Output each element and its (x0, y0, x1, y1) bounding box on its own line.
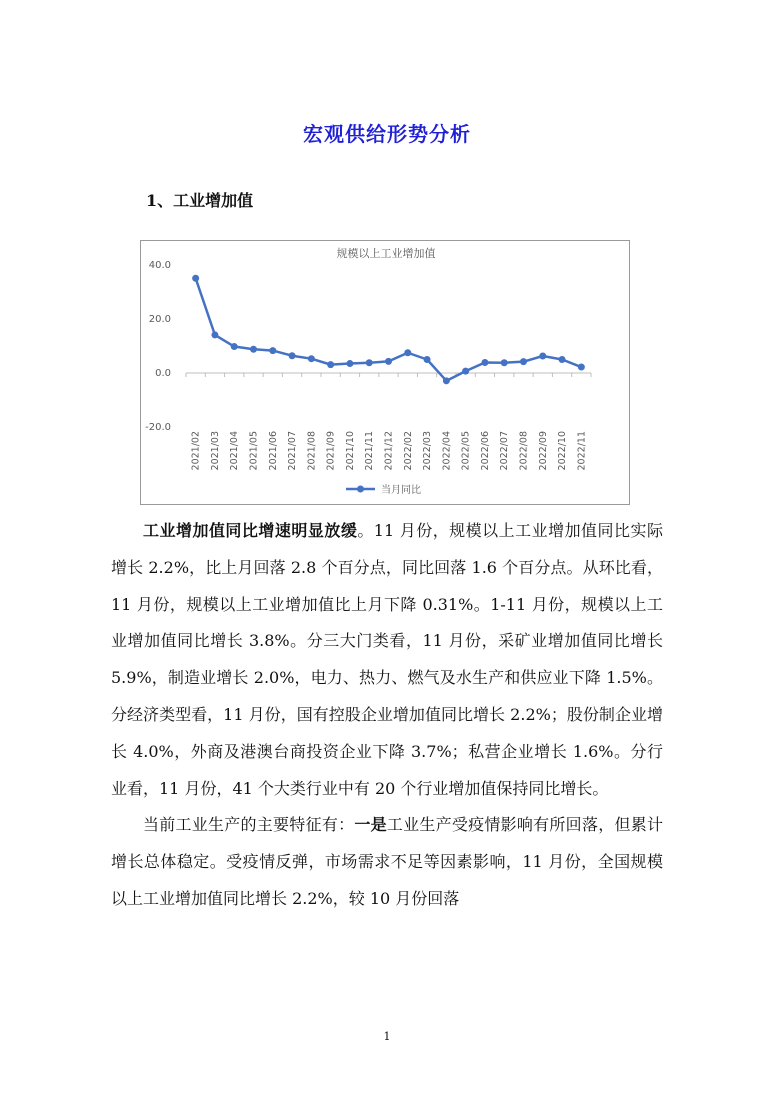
x-tick-label: 2022/11 (576, 431, 588, 471)
data-point (578, 364, 585, 371)
data-point (501, 359, 508, 366)
paragraph-1-lead: 工业增加值同比增速明显放缓 (143, 521, 358, 540)
line-chart (140, 240, 630, 505)
data-point (327, 361, 334, 368)
y-tick-label: -20.0 (145, 422, 171, 433)
section-heading: 1、工业增加值 (146, 191, 254, 210)
x-tick-label: 2021/03 (209, 431, 221, 471)
series-line (196, 278, 582, 381)
paragraph-1-body: 。11 月份，规模以上工业增加值同比实际增长 2.2%，比上月回落 2.8 个百分点，同比回落 1.6 个百分点。从环比看，11 月份，规模以上工业增加值比上月下降 0.31%。1-11 月份，规模以上工业增加值同比增长 3.8%。分三大门类看，11 月份，采矿业增加值同比增长 5.9%，制造业增长 2.0%，电力、热力、燃气及水生产和供应业下降 1.5%。分经济类型看，11 月份，国有控股企业增加值同比增长 2.2%；股份制企业增长 4.0%，外商及港澳台商投资企业下降 3.7%；私营企业增长 1.6%。分行业看，11 月份，41 个大类行业中有 20 个行业增加值保持同比增长。 (111, 521, 663, 798)
x-tick-label: 2021/02 (190, 431, 202, 471)
x-tick-label: 2022/02 (402, 431, 414, 471)
y-tick-label: 0.0 (155, 368, 171, 379)
data-point (443, 377, 450, 384)
data-point (231, 343, 238, 350)
paragraph-2 (111, 807, 663, 917)
data-point (462, 368, 469, 375)
data-point (481, 359, 488, 366)
paragraph-2-bold: 一是 (354, 815, 387, 835)
y-tick-label: 20.0 (148, 314, 171, 325)
chart-svg (141, 241, 631, 506)
paragraph-2-start: 当前工业生产的主要特征有： (143, 815, 355, 835)
legend-label: 当月同比 (381, 485, 421, 496)
chart-title: 规模以上工业增加值 (336, 247, 436, 260)
data-point (269, 347, 276, 354)
data-point (539, 352, 546, 359)
x-tick-label: 2022/08 (518, 431, 530, 471)
data-point (250, 346, 257, 353)
x-tick-label: 2021/12 (383, 431, 395, 471)
x-tick-label: 2021/05 (248, 431, 260, 471)
x-tick-label: 2022/04 (441, 431, 453, 471)
x-tick-label: 2022/07 (499, 431, 511, 471)
data-point (424, 356, 431, 363)
chart-legend (346, 483, 421, 496)
x-tick-label: 2022/10 (557, 431, 569, 471)
data-point (385, 358, 392, 365)
x-tick-label: 2022/06 (479, 431, 491, 471)
x-tick-label: 2021/11 (364, 431, 376, 471)
data-point (308, 355, 315, 362)
data-point (346, 360, 353, 367)
page-title: 宏观供给形势分析 (303, 122, 471, 146)
data-point (559, 356, 566, 363)
data-point (289, 352, 296, 359)
paragraph-2-body: 工业生产受疫情影响有所回落，但累计增长总体稳定。受疫情反弹，市场需求不足等因素影响，11 月份，全国规模以上工业增加值同比增长 2.2%，较 10 月份回落 (111, 815, 663, 908)
page-number: 1 (383, 1030, 391, 1043)
paragraph-1 (111, 513, 663, 807)
data-point (404, 349, 411, 356)
x-tick-label: 2022/03 (422, 431, 434, 471)
x-tick-label: 2021/07 (287, 431, 299, 471)
data-point (211, 331, 218, 338)
x-tick-label: 2022/05 (460, 431, 472, 471)
data-point (192, 275, 199, 282)
x-tick-label: 2021/08 (306, 431, 318, 471)
x-tick-label: 2021/09 (325, 431, 337, 471)
y-tick-label: 40.0 (148, 260, 171, 271)
x-tick-label: 2021/04 (229, 431, 241, 471)
x-tick-label: 2021/10 (344, 431, 356, 471)
x-tick-label: 2021/06 (267, 431, 279, 471)
body-text (111, 513, 663, 918)
data-point (366, 359, 373, 366)
x-tick-label: 2022/09 (537, 431, 549, 471)
data-point (520, 358, 527, 365)
